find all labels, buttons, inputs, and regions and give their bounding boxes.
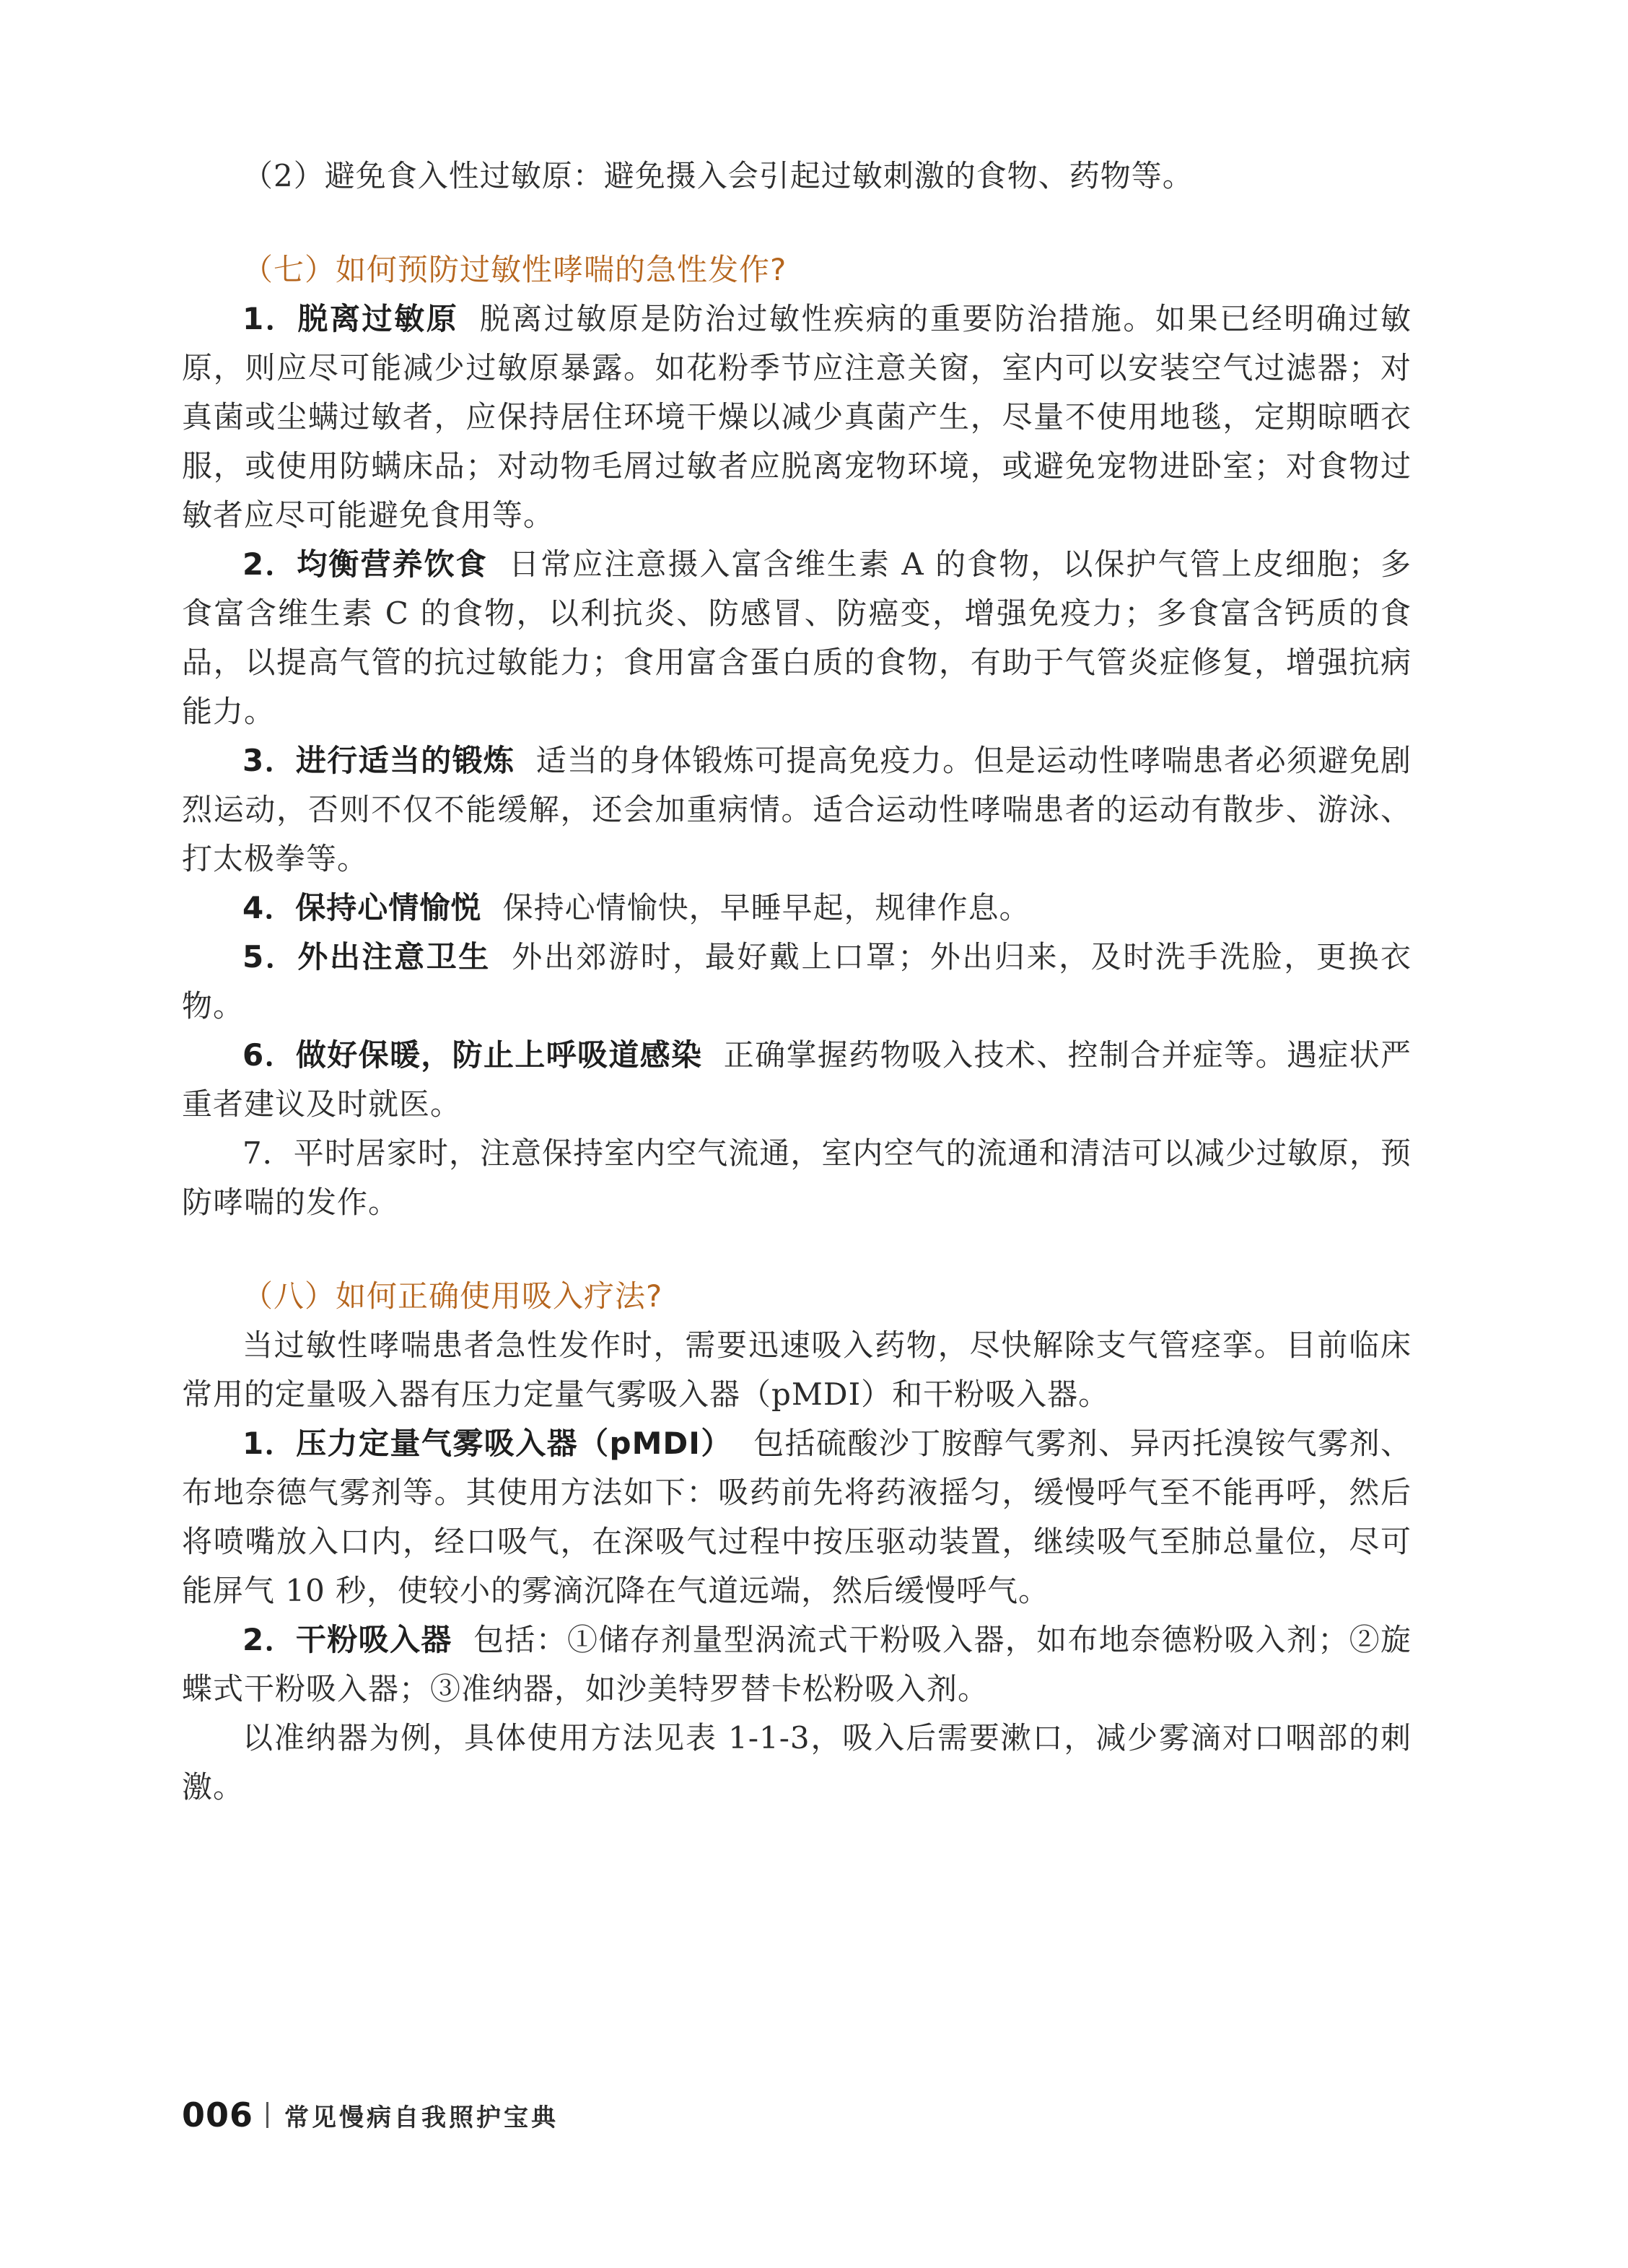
item-lead: 1．脱离过敏原: [242, 301, 459, 336]
book-title: 常见慢病自我照护宝典: [284, 2103, 559, 2132]
intro-paragraph: （2）避免食入性过敏原：避免摄入会引起过敏刺激的食物、药物等。: [242, 158, 1194, 193]
item-text: 日常应注意摄入富含维生素 A 的食物，以保护气管上皮细胞；多食富含维生素 C 的食物，以利抗炎、防感冒、防癌变，增强免疫力；多食富含钙质的食品，以提高气管的抗过敏能力；食用富含蛋白质的食物，有助于气管炎症修复，增强抗病能力。: [182, 546, 1412, 729]
item-text: 适当的身体锻炼可提高免疫力。但是运动性哮喘患者必须避免剧烈运动，否则不仅不能缓解，还会加重病情。适合运动性哮喘患者的运动有散步、游泳、打太极拳等。: [182, 743, 1412, 876]
section-8-item-1: [182, 1419, 1412, 1615]
item-text: 脱离过敏原是防治过敏性疾病的重要防治措施。如果已经明确过敏原，则应尽可能减少过敏原暴露。如花粉季节应注意关窗，室内可以安装空气过滤器；对真菌或尘螨过敏者，应保持居住环境干燥以减少真菌产生，尽量不使用地毯，定期晾晒衣服，或使用防螨床品；对动物毛屑过敏者应脱离宠物环境，或避免宠物进卧室；对食物过敏者应尽可能避免食用等。: [182, 301, 1412, 533]
section-7-item-1: [182, 295, 1412, 540]
section-8-heading: （八）如何正确使用吸入疗法?: [242, 1278, 663, 1314]
item-lead: 6．做好保暖，防止上呼吸道感染: [242, 1037, 703, 1073]
item-lead: 4．保持心情愉悦: [242, 890, 482, 925]
item-text: 包括：①储存剂量型涡流式干粉吸入器，如布地奈德粉吸入剂；②旋蝶式干粉吸入器；③准纳器，如沙美特罗替卡松粉吸入剂。: [182, 1622, 1412, 1706]
section-7-item-7: 7．平时居家时，注意保持室内空气流通，室内空气的流通和清洁可以减少过敏原，预防哮喘的发作。: [182, 1135, 1412, 1220]
section-7-item-5: [182, 933, 1412, 1031]
page-footer: [182, 2093, 559, 2137]
item-text: 正确掌握药物吸入技术、控制合并症等。遇症状严重者建议及时就医。: [182, 1037, 1412, 1122]
page-number: 006: [182, 2095, 254, 2134]
item-text: 包括硫酸沙丁胺醇气雾剂、异丙托溴铵气雾剂、布地奈德气雾剂等。其使用方法如下：吸药前先将药液摇匀，缓慢呼气至不能再呼，然后将喷嘴放入口内，经口吸气，在深吸气过程中按压驱动装置，继续吸气至肺总量位，尽可能屏气 10 秒，使较小的雾滴沉降在气道远端，然后缓慢呼气。: [182, 1426, 1412, 1608]
item-lead: 2．干粉吸入器: [242, 1622, 452, 1657]
section-8-closing: 以准纳器为例，具体使用方法见表 1-1-3，吸入后需要漱口，减少雾滴对口咽部的刺激。: [182, 1720, 1412, 1805]
section-7-heading: （七）如何预防过敏性哮喘的急性发作?: [242, 252, 787, 287]
item-text: 保持心情愉快，早睡早起，规律作息。: [502, 890, 1030, 925]
section-7-item-6: [182, 1031, 1412, 1129]
footer-divider: [266, 2102, 268, 2128]
item-lead: 5．外出注意卫生: [242, 939, 491, 974]
section-7-item-2: [182, 540, 1412, 736]
page-body: [182, 152, 1412, 1812]
item-lead: 2．均衡营养饮食: [242, 546, 488, 582]
item-text: 外出郊游时，最好戴上口罩；外出归来，及时洗手洗脸，更换衣物。: [182, 939, 1412, 1024]
section-8-item-2: [182, 1615, 1412, 1714]
section-7-item-4: [182, 884, 1412, 933]
item-lead: 1．压力定量气雾吸入器（pMDI）: [242, 1426, 732, 1461]
section-8-intro: 当过敏性哮喘患者急性发作时，需要迅速吸入药物，尽快解除支气管痉挛。目前临床常用的定量吸入器有压力定量气雾吸入器（pMDI）和干粉吸入器。: [182, 1327, 1412, 1412]
section-spacer: [182, 1227, 1412, 1272]
item-lead: 3．进行适当的锻炼: [242, 743, 515, 778]
section-7-item-3: [182, 736, 1412, 884]
